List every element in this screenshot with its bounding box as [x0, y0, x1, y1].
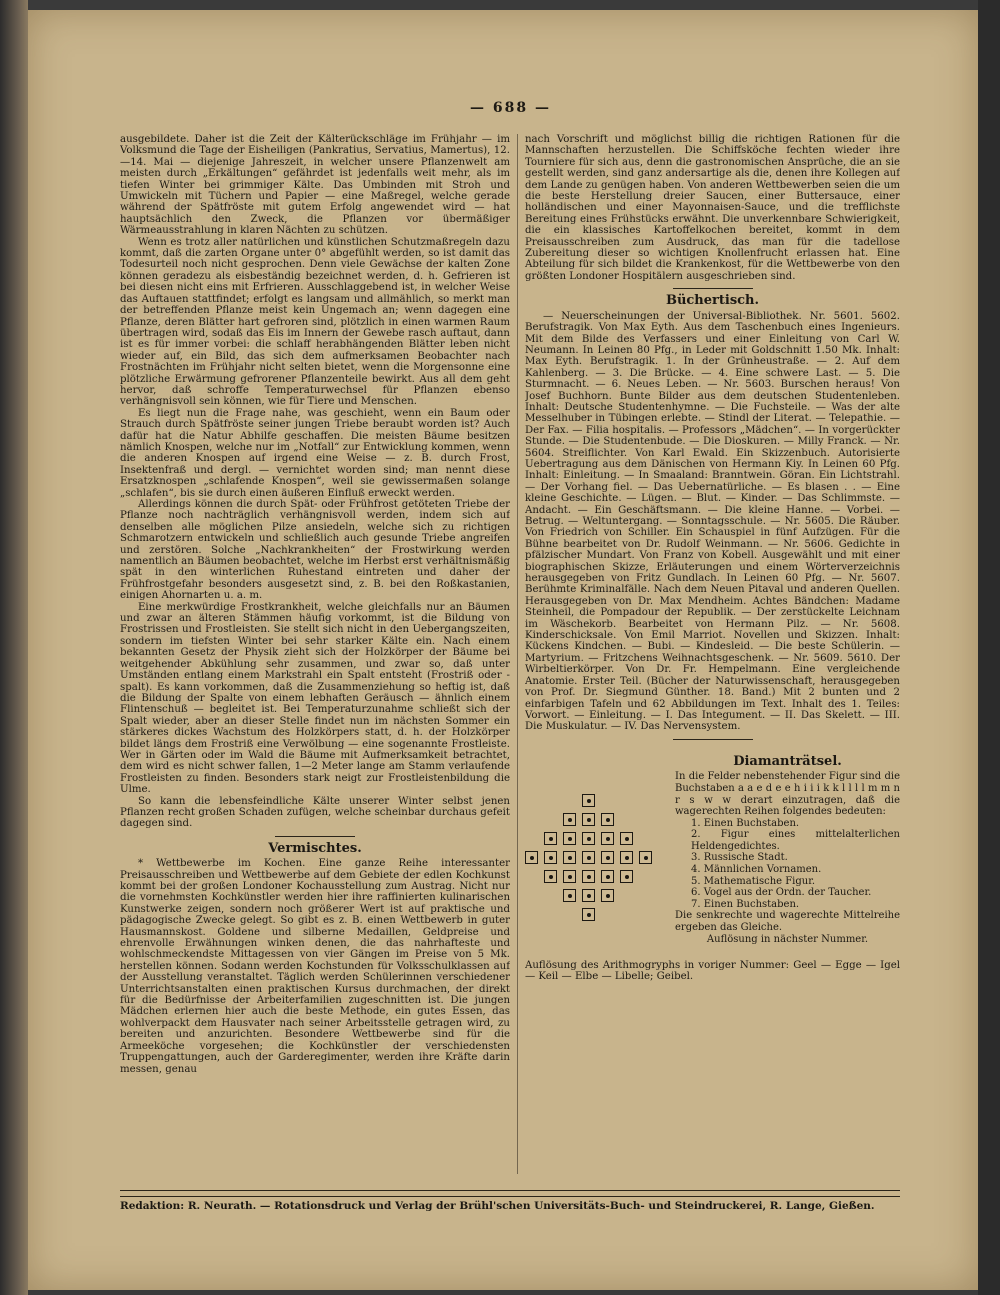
diamond-cell [563, 870, 576, 883]
diamond-cell [582, 908, 595, 921]
cell-dot-icon [549, 856, 553, 860]
diamond-cell [544, 832, 557, 845]
diamond-cell [582, 870, 595, 883]
riddle-item: 7. Einen Buchstaben. [691, 898, 800, 910]
cell-dot-icon [606, 818, 610, 822]
riddle-item: 4. Männlichen Vornamen. [691, 864, 822, 876]
diamond-cell [544, 870, 557, 883]
diamond-cell [563, 889, 576, 902]
riddle-item: 3. Russische Stadt. [691, 852, 788, 864]
cell-dot-icon [568, 837, 572, 841]
riddle-item: 5. Mathematische Figur. [691, 875, 816, 887]
riddle-intro: In die Felder nebenstehender Figur sind die Buchstaben a a e d e e h i i i k k l l l l m m n r s w w derart einzutragen, daß die wagerechten Reihen folgendes bedeuten: [675, 771, 900, 818]
cell-dot-icon [587, 799, 591, 803]
cell-dot-icon [549, 837, 553, 841]
page-number: — 688 — [470, 100, 551, 116]
cell-dot-icon [625, 875, 629, 879]
riddle-item: 1. Einen Buchstaben. [691, 817, 800, 829]
diamond-cell [601, 870, 614, 883]
diamond-cell [601, 832, 614, 845]
cell-dot-icon [530, 856, 534, 860]
diamond-cell [639, 851, 652, 864]
diamond-puzzle [525, 746, 900, 956]
article-paragraph: Allerdings können die durch Spät- oder Frühfrost getöteten Triebe der Pflanze noch nachträglich verhängnisvoll werden, indem sich auf denselben alle möglichen Pilze ansiedeln, welche sich zu richtigen Schmarotzern entwickeln und schließlich auch gesunde Triebe angreifen und zerstören. Solche „Nachkrankheiten“ der Frostwirkung werden namentlich an Bäumen beobachtet, welche im Herbst erst verhältnismäßig spät in den winterlichen Ruhestand eintreten und daher der Frühfrostgefahr besonders ausgesetzt sind, z. B. bei den Roßkastanien, einigen Ahornarten u. a. m. [120, 499, 510, 602]
footer-rule [120, 1190, 900, 1191]
riddle-item: 2. Figur eines mittelalterlichen Heldengedichtes. [691, 829, 900, 852]
riddle-item: 6. Vogel aus der Ordn. der Taucher. [691, 887, 872, 899]
article-paragraph: Eine merkwürdige Frostkrankheit, welche gleichfalls nur an Bäumen und zwar an älteren Stämmen häufig vorkommt, ist die Bildung von Frostrissen und Frostleisten. Sie stellt sich nicht in den Uebergangszeiten, sondern im tiefsten Winter bei sehr starker Kälte ein. Nach einem bekannten Gesetz der Physik zieht sich der Holzkörper der Bäume bei weitgehender Abkühlung sehr zusammen, und zwar so, daß unter Umständen entlang einem Markstrahl ein Spalt entsteht (Frostriß oder -spalt). Es kann vorkommen, daß die Zusammenziehung so heftig ist, daß die Bildung der Spalte von einem lebhaften Geräusch — ähnlich einem Flintenschuß — begleitet ist. Bei Temperaturzunahme schließt sich der Spalt wieder, aber an dieser Stelle findet nun im nächsten Sommer ein stärkeres dickes Wachstum des Holzkörpers statt, d. h. der Holzkörper bildet längs dem Frostriß eine Verwölbung — eine sogenannte Frostleiste. Wer in Gärten oder im Wald die Bäume mit Aufmerksamkeit betrachtet, dem wird es nicht schwer fallen, 1—2 Meter lange am Stamm verlaufende Frostleisten zu finden. Besonders stark neigt zur Frostleistenbildung die Ulme. [120, 601, 510, 796]
riddle-outro: Die senkrechte und wagerechte Mittelreihe ergeben das Gleiche. [675, 910, 900, 934]
diamond-cell [582, 832, 595, 845]
diamond-cell [620, 870, 633, 883]
article-paragraph: nach Vorschrift und möglichst billig die richtigen Rationen für die Mannschaften herzustellen. Die Schiffsköche fechten wieder ihre Tourniere für sich aus, denn die gastronomischen Ansprüche, die an sie gestellt werden, sind ganz andersartige als die, denen ihre Kollegen auf dem Lande zu genügen haben. Von anderen Wettbewerben seien die um die beste Herstellung dreier Saucen, einer Buttersauce, einer holländischen und einer Mayonnaisen-Sauce, und die trefflichste Bereitung eines Frühstücks erwähnt. Die unverkennbare Schwierigkeit, die ein klassisches Kartoffelkochen bereitet, kommt in dem Preisausschreiben zum Ausdruck, das man für die tadellose Zubereitung dieser so wichtigen Knollenfrucht erlassen hat. Eine Abteilung für sich bildet die Krankenkost, für die Wettbewerbe von den größten Londoner Hospitälern ausgeschrieben sind. [525, 134, 900, 282]
diamond-cell [582, 794, 595, 807]
section-rule [673, 288, 753, 289]
article-paragraph: ausgebildete. Daher ist die Zeit der Kälterückschläge im Frühjahr — im Volksmund die Tage der Eisheiligen (Pankratius, Servatius, Mamertus), 12.—14. Mai — diejenige Jahreszeit, in welcher unsere Pflanzenwelt am meisten durch „Erkältungen“ gefährdet ist jedenfalls weit mehr, als im tiefen Winter bei grimmiger Kälte. Das Umbinden mit Stroh und Umwickeln mit Tüchern und Papier — eine Maßregel, welche gerade während der Spätfröste mit gutem Erfolg angewendet wird — hat hauptsächlich den Zweck, die Pflanzen vor übermäßiger Wärmeausstrahlung in klaren Nächten zu schützen. [120, 134, 510, 237]
diamond-cell [582, 813, 595, 826]
article-paragraph: Wenn es trotz aller natürlichen und künstlichen Schutzmaßregeln dazu kommt, daß die zarten Organe unter 0° abgefühlt werden, so ist damit das Todesurteil noch nicht gesprochen. Denn viele Gewächse der kalten Zone können geradezu als eisbeständig bezeichnet werden, d. h. Gefrieren ist bei diesen nicht eins mit Erfrieren. Ausschlaggebend ist, in welcher Weise das Auftauen stattfindet; erfolgt es langsam und allmählich, so merkt man der betreffenden Pflanze meist kein Ungemach an; wenn dagegen eine Pflanze, deren Blätter hart gefroren sind, plötzlich in einen warmen Raum übertragen wird, sodaß das Eis im Innern der Gewebe rasch auftaut, dann ist es für immer vorbei: die schlaff herabhängenden Blätter leben nicht wieder auf, ein Bild, das sich dem aufmerksamen Beobachter nach Frostnächten im Frühjahr nicht selten bietet, wenn die Morgensonne eine plötzliche Erwärmung gefrorener Pflanzenteile bewirkt. Aus all dem geht hervor, daß schroffe Temperaturwechsel für Pflanzen ebenso verhängnisvoll sein können, wie für Tiere und Menschen. [120, 236, 510, 408]
cell-dot-icon [606, 837, 610, 841]
diamond-cell [563, 851, 576, 864]
cell-dot-icon [568, 818, 572, 822]
article-paragraph: Es liegt nun die Frage nahe, was geschieht, wenn ein Baum oder Strauch durch Spätfröste seiner jungen Triebe beraubt worden ist? Auch dafür hat die Natur Abhilfe geschaffen. Die meisten Bäume besitzen nämlich Knospen, welche nur im „Notfall“ zur Entwicklung kommen, wenn die anderen Knospen auf irgend eine Weise — z. B. durch Frost, Insektenfraß und dergl. — vernichtet worden sind; man nennt diese Ersatzknospen „schlafende Knospen“, weil sie gewissermaßen solange „schlafen“, bis sie durch einen äußeren Einfluß erweckt werden. [120, 407, 510, 499]
cell-dot-icon [625, 856, 629, 860]
section-rule [673, 739, 753, 740]
cell-dot-icon [587, 913, 591, 917]
cell-dot-icon [568, 875, 572, 879]
cell-dot-icon [568, 894, 572, 898]
cell-dot-icon [587, 875, 591, 879]
binding-edge [0, 0, 28, 1295]
cell-dot-icon [568, 856, 572, 860]
diamond-cell [601, 851, 614, 864]
cell-dot-icon [587, 837, 591, 841]
diamond-cell [620, 851, 633, 864]
arithmogryph-solution: Auflösung des Arithmogryphs in voriger Nummer: Geel — Egge — Igel — Keil — Elbe — Libelle; Geibel. [525, 959, 900, 983]
diamond-cell [582, 889, 595, 902]
heading-vermischtes: Vermischtes. [268, 840, 362, 856]
cell-dot-icon [587, 818, 591, 822]
heading-buechertisch: Büchertisch. [665, 293, 760, 309]
diamond-cell [620, 832, 633, 845]
scan-border [978, 0, 1000, 1295]
diamond-cell [582, 851, 595, 864]
diamond-cell [601, 813, 614, 826]
imprint-footer: Redaktion: R. Neurath. — Rotationsdruck und Verlag der Brühl'schen Universitäts-Buch- und Steindruckerei, R. Lange, Gießen. [120, 1196, 900, 1212]
cell-dot-icon [549, 875, 553, 879]
diamond-cell [601, 889, 614, 902]
cell-dot-icon [587, 856, 591, 860]
diamond-cell [563, 832, 576, 845]
article-paragraph: So kann die lebensfeindliche Kälte unserer Winter selbst jenen Pflanzen recht großen Schaden zufügen, welche scheinbar durchaus gefeit dagegen sind. [120, 795, 510, 830]
heading-diamantraetsel: Diamanträtsel. [733, 753, 842, 769]
left-column [120, 134, 510, 1184]
diamond-cell [544, 851, 557, 864]
diamond-cell [525, 851, 538, 864]
diamond-cell [563, 813, 576, 826]
cell-dot-icon [606, 894, 610, 898]
buechertisch-paragraph: — Neuerscheinungen der Universal-Bibliothek. Nr. 5601. 5602. Berufstragik. Von Max Eyth. Aus dem Taschenbuch eines Ingenieurs. Mit dem Bilde des Verfassers und einer Einleitung von Carl W. Neumann. In Leinen 80 Pfg., in Leder mit Goldschnitt 1.50 Mk. Inhalt: Max Eyth. Berufstragik. 1. In der Grünheustraße. — 2. Auf dem Kahlenberg. — 3. Die Brücke. — 4. Eine schwere Last. — 5. Die Sturmnacht. — 6. Neues Leben. — Nr. 5603. Burschen heraus! Von Josef Buchhorn. Bunte Bilder aus dem deutschen Studentenleben. Inhalt: Deutsche Studentenhymne. — Die Fuchsteile. — Was der alte Messelhuber in Tübingen erlebte. — Stindl der Literat. — Telepathie. — Der Fax. — Filia hospitalis. — Professors „Mädchen“. — In vorgerückter Stunde. — Die Studentenbude. — Die Dioskuren. — Milly Franck. — Nr. 5604. Streiflichter. Von Karl Ewald. Ein Skizzenbuch. Autorisierte Uebertragung aus dem Dänischen von Hermann Kiy. In Leinen 60 Pfg. Inhalt: Einleitung. — In Smaaland: Branntwein. Göran. Ein Lichtstrahl. — Der Vorhang fiel. — Das Uebernatürliche. — Es blasen . . — Eine kleine Geschichte. — Lügen. — Blut. — Kinder. — Das Schlimmste. — Andacht. — Ein Geschäftsmann. — Die kleine Hanne. — Vorbei. — Betrug. — Weltuntergang. — Sonntagsschule. — Nr. 5605. Die Räuber. Von Friedrich von Schiller. Ein Schauspiel in fünf Aufzügen. Für die Bühne bearbeitet von Dr. Rudolf Weinmann. — Nr. 5606. Gedichte in pfälzischer Mundart. Von Franz von Kobell. Ausgewählt und mit einer biographischen Skizze, Erläuterungen und einem Wörterverzeichnis herausgegeben von Fritz Gundlach. In Leinen 60 Pfg. — Nr. 5607. Berühmte Kriminalfälle. Nach dem Neuen Pitaval und anderen Quellen. Herausgegeben von Dr. Max Mendheim. Achtes Bändchen: Madame Steinheil, die Pompadour der Republik. — Der zerstückelte Leichnam im Wäschekorb. Bearbeitet von Hermann Pilz. — Nr. 5608. Kinderschicksale. Von Emil Marriot. Novellen und Skizzen. Inhalt: Kückens Kindchen. — Bubi. — Kindesleid. — Die beste Schülerin. — Martyrium. — Fritzchens Weihnachtsgeschenk. — Nr. 5609. 5610. Der Wirbeltierkörper. Von Dr. Fr. Hempelmann. Eine vergleichende Anatomie. Erster Teil. (Bücher der Naturwissenschaft, herausgegeben von Prof. Dr. Siegmund Günther. 18. Band.) Mit 2 bunten und 2 einfarbigen Tafeln und 62 Abbildungen im Text. Inhalt des 1. Teiles: Vorwort. — Einleitung. — I. Das Integument. — II. Das Skelett. — III. Die Muskulatur. — IV. Das Nervensystem. [525, 310, 900, 733]
section-rule [275, 836, 355, 837]
vermischtes-paragraph: * Wettbewerbe im Kochen. Eine ganze Reihe interessanter Preisausschreiben und Wettbewerbe auf dem Gebiete der edlen Kochkunst kommt bei der großen Londoner Kochausstellung zum Austrag. Nicht nur die vornehmsten Kochkünstler werden hier ihre raffinierten kulinarischen Kunstwerke zeigen, sondern noch größerer Wert ist auf praktische und pädagogische Zwecke gelegt. So gibt es z. B. einen Wettbewerb in guter Hausmannskost. Goldene und silberne Medaillen, Geldpreise und ehrenvolle Erwähnungen winken denen, die das nahrhafteste und wohlschmeckendste Mittagessen von vier Gängen im Preise von 5 Mk. herstellen können. Sodann werden Kochstunden für Volksschulklassen auf der Ausstellung veranstaltet. Täglich werden Schülerinnen verschiedener Unterrichtsanstalten einen praktischen Kursus durchmachen, der direkt für die Bedürfnisse der Arbeiterfamilien zugeschnitten ist. Die jungen Mädchen erlernen hier auch die beste Methode, ein gutes Essen, das wohlverpackt dem Hausvater nach seiner Arbeitsstelle getragen wird, zu bereiten und anzurichten. Besondere Wettbewerbe sind für die Armeeköche vorgesehen; die Kochkünstler der verschiedensten Truppengattungen, auch der Garderegimenter, werden ihre Kräfte darin messen, genau [120, 858, 510, 1075]
riddle-answer-note: Auflösung in nächster Nummer. [706, 933, 869, 945]
cell-dot-icon [587, 894, 591, 898]
riddle-text [675, 753, 900, 946]
column-divider [517, 134, 518, 1174]
right-column [525, 134, 900, 1184]
cell-dot-icon [625, 837, 629, 841]
cell-dot-icon [606, 856, 610, 860]
cell-dot-icon [606, 875, 610, 879]
cell-dot-icon [644, 856, 648, 860]
